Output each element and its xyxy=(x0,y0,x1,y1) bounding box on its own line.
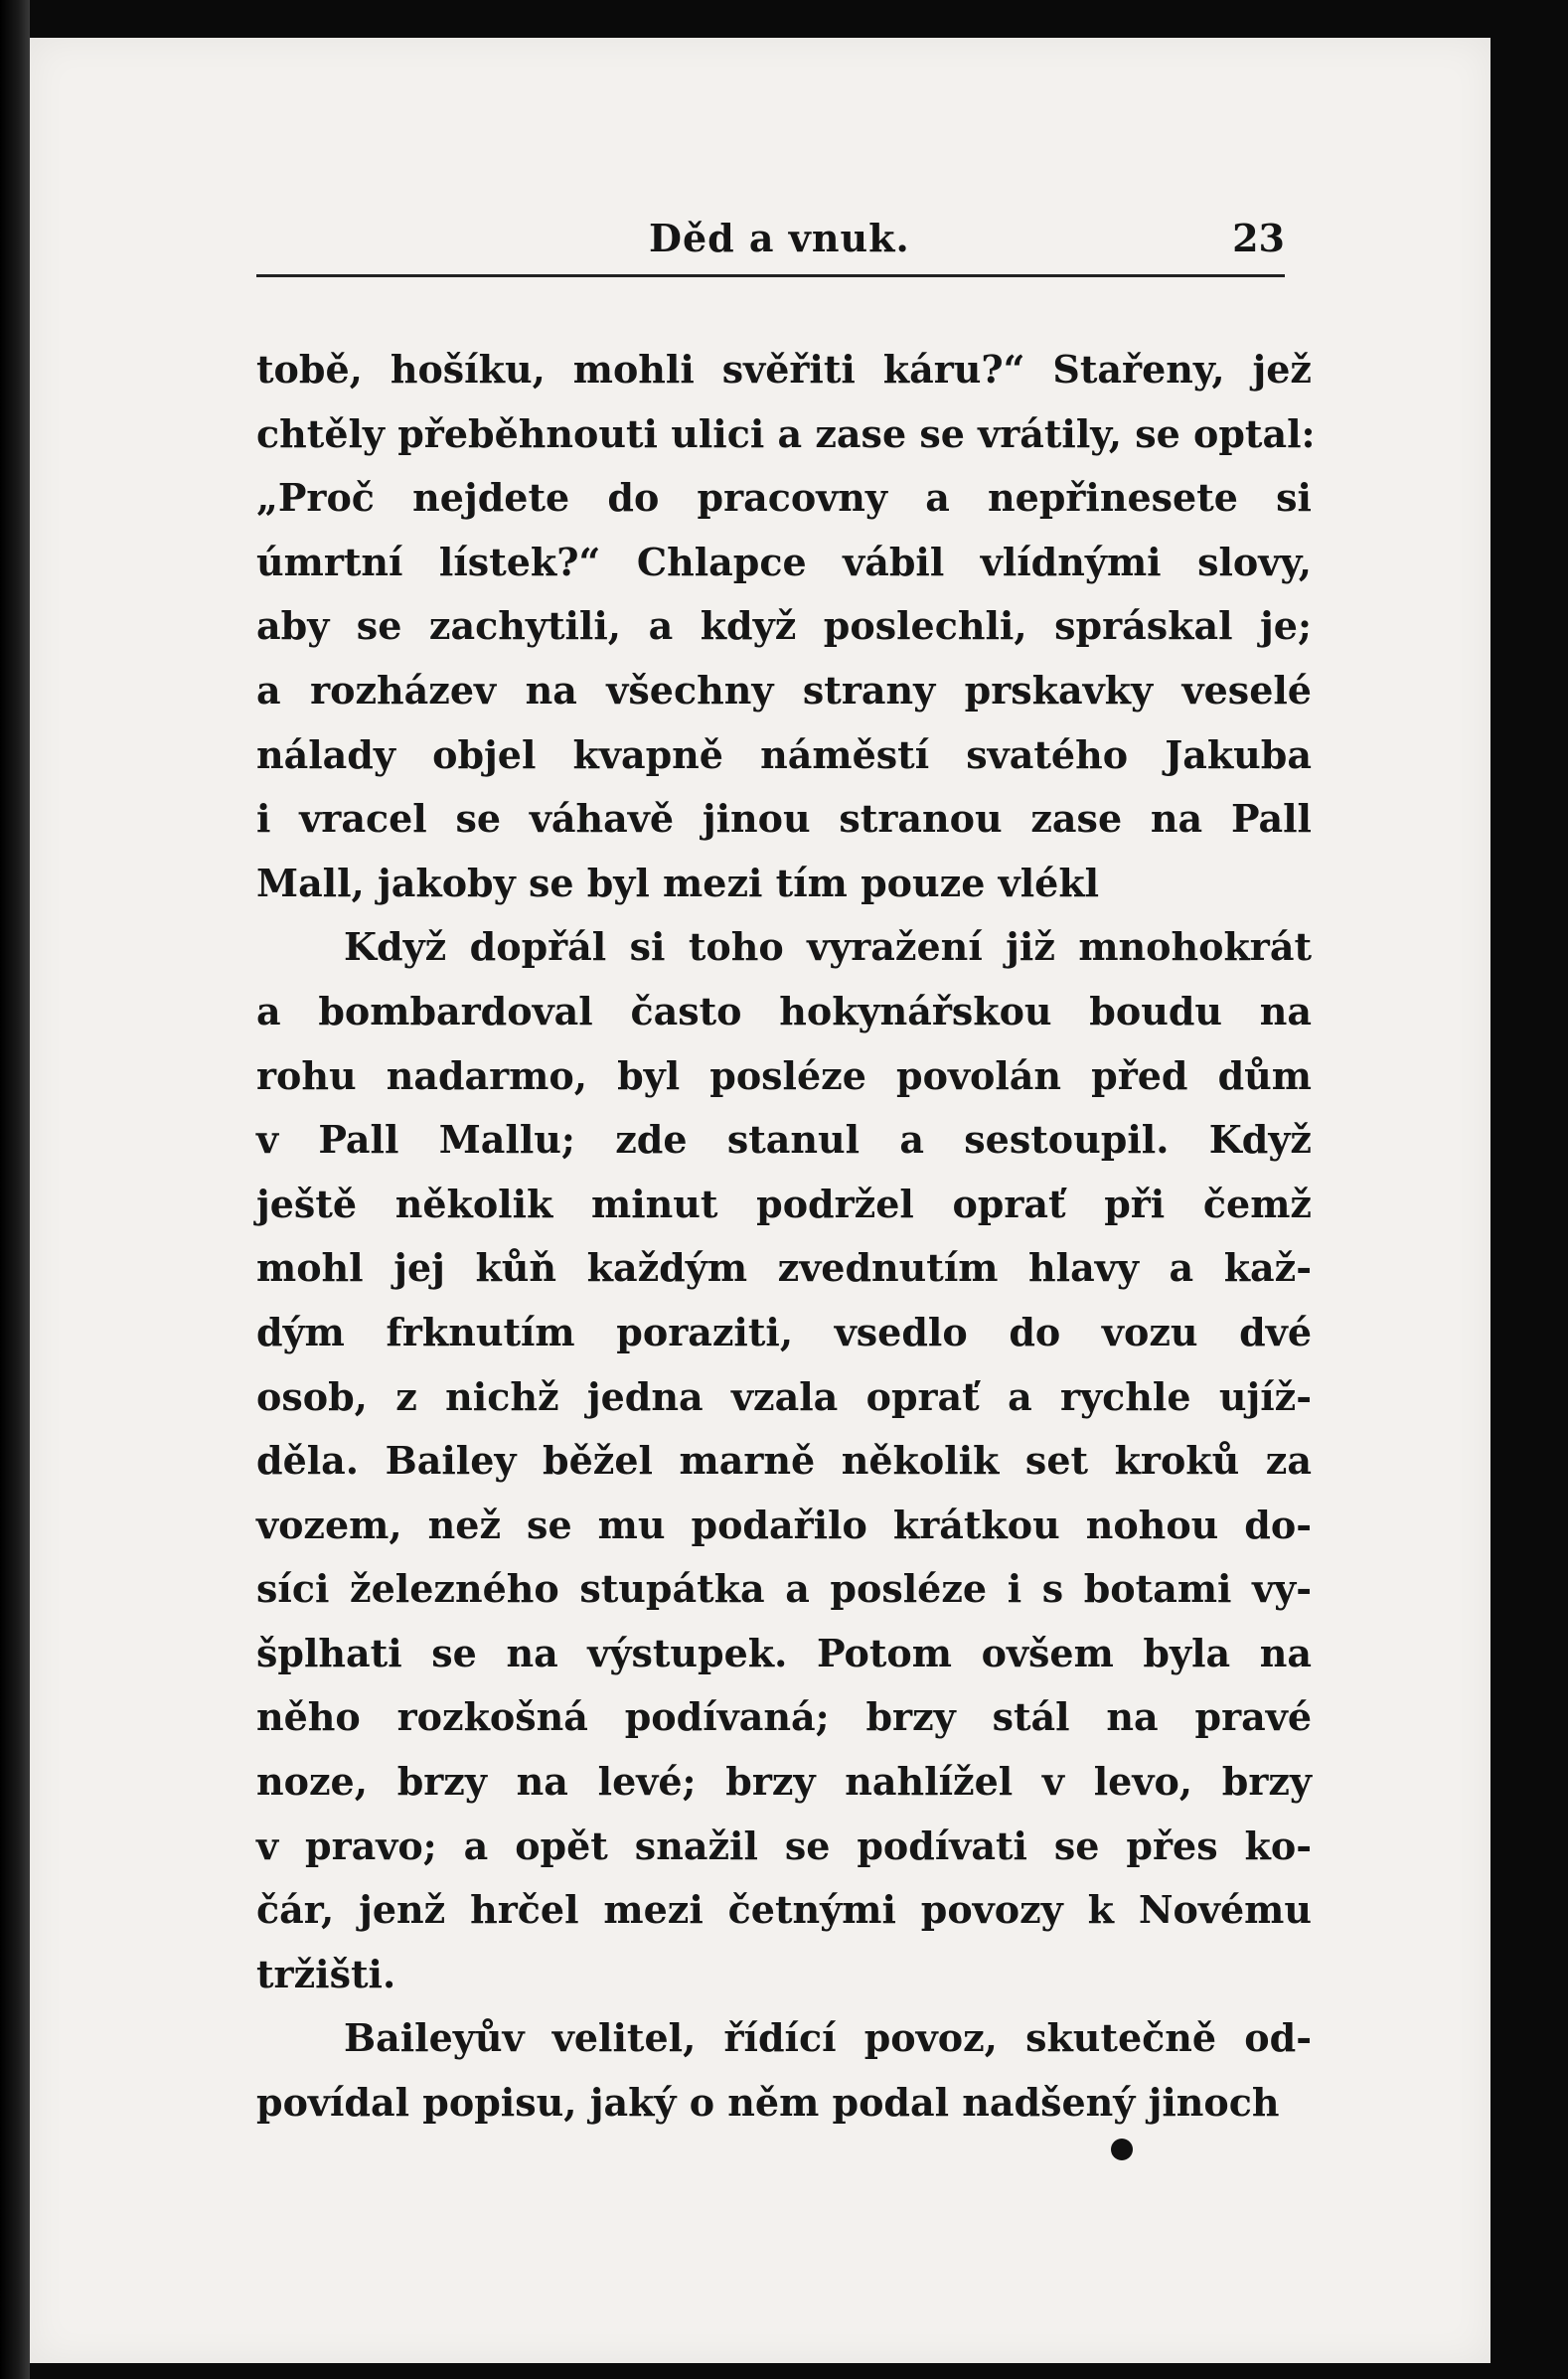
text-line: tržišti. xyxy=(256,1951,396,1996)
text-line: aby se zachytili, a když poslechli, spráskal je; xyxy=(256,603,1312,649)
paragraph xyxy=(256,338,1316,915)
text-line: Mall, jakoby se byl mezi tím pouze vlékl xyxy=(256,860,1100,905)
text-line: chtěly přeběhnouti ulici a zase se vrátily, se optal: xyxy=(256,410,1316,456)
text-line: děla. Bailey běžel marně několik set kroků za xyxy=(256,1438,1312,1484)
text-line: ještě několik minut podržel oprať při čemž xyxy=(256,1181,1312,1226)
text-line: i vracel se váhavě jinou stranou zase na Pall xyxy=(256,796,1312,842)
text-line: nálady objel kvapně náměstí svatého Jakuba xyxy=(256,731,1312,777)
running-title: Děd a vnuk. xyxy=(649,216,910,260)
paragraph xyxy=(256,2006,1312,2135)
text-line: a bombardoval často hokynářskou boudu na xyxy=(256,988,1312,1033)
page-number: 23 xyxy=(1232,216,1285,260)
text-line: úmrtní lístek?“ Chlapce vábil vlídnými slovy, xyxy=(256,539,1312,584)
text-line: Když dopřál si toho vyražení již mnohokrát xyxy=(344,924,1312,970)
text-line: něho rozkošná podívaná; brzy stál na pravé xyxy=(256,1694,1312,1740)
scan-left-border xyxy=(0,0,30,2379)
body-text xyxy=(256,338,1316,2136)
text-line: a rozházev na všechny strany prskavky veselé xyxy=(256,667,1312,713)
text-line: dým frknutím poraziti, vsedlo do vozu dvé xyxy=(256,1309,1312,1354)
text-line: tobě, hošíku, mohli svěřiti káru?“ Stařeny, jež xyxy=(256,347,1312,392)
text-line: povídal popisu, jaký o něm podal nadšený jinoch xyxy=(256,2080,1280,2126)
text-line: vozem, než se mu podařilo krátkou nohou do- xyxy=(256,1502,1312,1547)
scan-right-border xyxy=(1490,0,1568,2379)
text-line: v Pall Mallu; zde stanul a sestoupil. Když xyxy=(256,1117,1312,1163)
ink-speck xyxy=(1111,2139,1133,2160)
paragraph xyxy=(256,915,1312,2006)
text-line: osob, z nichž jedna vzala oprať a rychle ujíž- xyxy=(256,1373,1312,1419)
text-line: síci železného stupátka a posléze i s botami vy- xyxy=(256,1566,1312,1612)
header-rule xyxy=(256,274,1285,277)
text-line: rohu nadarmo, byl posléze povolán před dům xyxy=(256,1052,1312,1098)
text-line: v pravo; a opět snažil se podívati se přes ko- xyxy=(256,1823,1312,1868)
page-header xyxy=(256,204,1285,273)
scan-top-border xyxy=(0,0,1568,38)
text-line: Baileyův velitel, řídící povoz, skutečně od- xyxy=(344,2015,1312,2061)
text-line: mohl jej kůň každým zvednutím hlavy a kaž- xyxy=(256,1245,1312,1291)
text-line: šplhati se na výstupek. Potom ovšem byla na xyxy=(256,1630,1312,1675)
text-line: „Proč nejdete do pracovny a nepřinesete si xyxy=(256,475,1312,521)
text-line: čár, jenž hrčel mezi četnými povozy k Novému xyxy=(256,1887,1312,1933)
text-line: noze, brzy na levé; brzy nahlížel v levo, brzy xyxy=(256,1759,1312,1805)
